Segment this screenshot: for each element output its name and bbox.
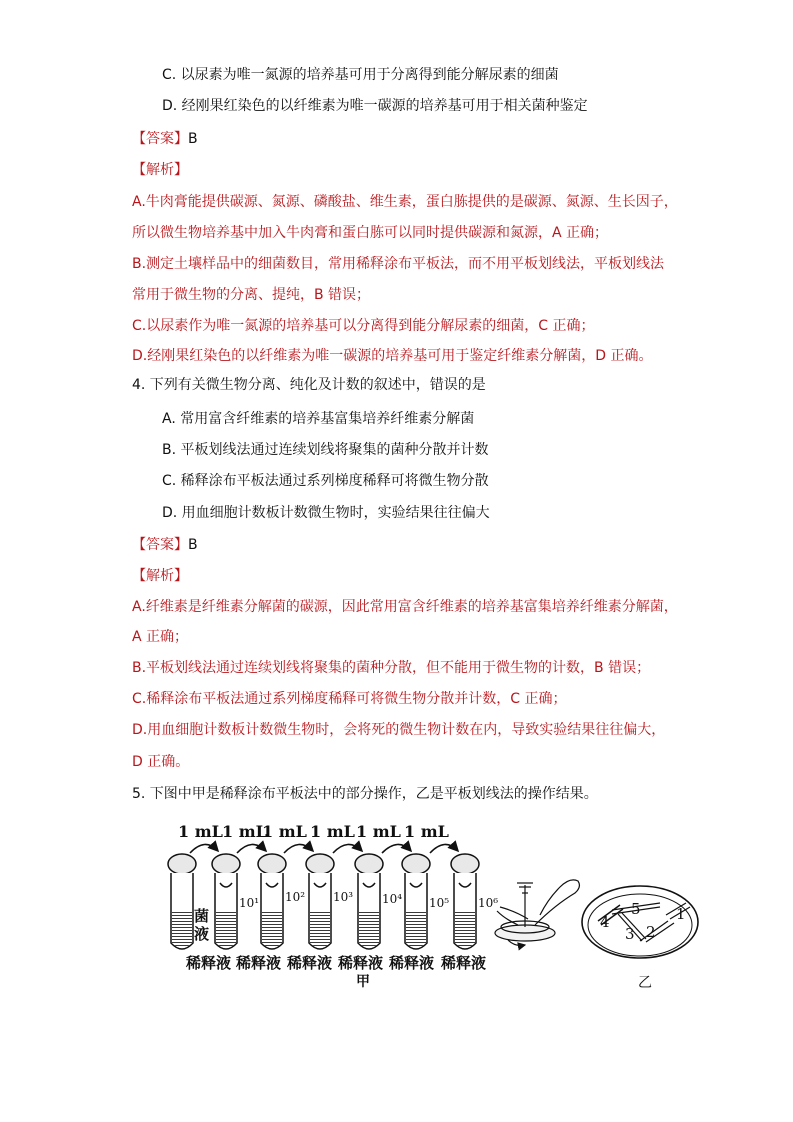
q4-option-c: C. 稀释涂布平板法通过系列梯度稀释可将微生物分散 [162, 473, 489, 489]
first-tube-label [194, 907, 209, 943]
streak-number: 5 [631, 900, 641, 918]
answer-value: B [188, 131, 198, 147]
streak-number: 4 [600, 913, 610, 931]
q4-analysis-label: 【解析】 [132, 568, 188, 584]
caption-jia: 甲 [356, 974, 370, 990]
bottom-label: 稀释液 [236, 954, 282, 972]
q4-stem: 4. 下列有关微生物分离、纯化及计数的叙述中，错误的是 [132, 377, 486, 393]
test-tube [451, 854, 479, 949]
q5-stem: 5. 下图中甲是稀释涂布平板法中的部分操作，乙是平板划线法的操作结果。 [132, 786, 598, 802]
streak-number: 1 [676, 905, 686, 923]
dilution-label: 10⁵ [429, 896, 450, 910]
q3-option-c: C. 以尿素为唯一氮源的培养基可用于分离得到能分解尿素的细菌 [162, 67, 559, 83]
first-tube-label-char: 菌 [194, 907, 210, 925]
q3-analysis-line: C.以尿素作为唯一氮源的培养基可以分离得到能分解尿素的细菌，C 正确； [132, 318, 595, 334]
test-tube [306, 854, 334, 949]
dilution-label: 10³ [333, 890, 354, 904]
q4-analysis-line: D.用血细胞计数板计数微生物时，会将死的微生物计数在内，导致实验结果往往偏大， [132, 722, 666, 738]
q3-analysis-line: D.经刚果红染色的以纤维素为唯一碳源的培养基可用于鉴定纤维素分解菌，D 正确。 [132, 348, 653, 364]
q4-option-d: D. 用血细胞计数板计数微生物时，实验结果往往偏大 [162, 505, 490, 521]
q4-analysis-line: C.稀释涂布平板法通过系列梯度稀释可将微生物分散并计数，C 正确； [132, 691, 567, 707]
q4-analysis-line: A.纤维素是纤维素分解菌的碳源，因此常用富含纤维素的培养基富集培养纤维素分解菌， [132, 599, 678, 615]
answer-label: 【答案】 [132, 131, 188, 147]
q3-analysis-line: B.测定土壤样品中的细菌数目，常用稀释涂布平板法，而不用平板划线法，平板划线法 [132, 256, 665, 272]
q4-option-a: A. 常用富含纤维素的培养基富集培养纤维素分解菌 [162, 411, 475, 427]
test-tube [258, 854, 286, 949]
q4-analysis-line: A 正确； [132, 629, 189, 645]
transfer-labels [178, 822, 449, 841]
transfer-label: 1 mL [222, 822, 267, 841]
q3-analysis-label: 【解析】 [132, 162, 188, 178]
dilution-label: 10¹ [239, 896, 260, 910]
transfer-label: 1 mL [356, 822, 401, 841]
test-tube [168, 854, 196, 949]
q4-option-b: B. 平板划线法通过连续划线将聚集的菌种分散并计数 [162, 442, 489, 458]
q3-analysis-line: A.牛肉膏能提供碳源、氮源、磷酸盐、维生素，蛋白胨提供的是碳源、氮源、生长因子， [132, 194, 678, 210]
test-tube [402, 854, 430, 949]
transfer-label: 1 mL [404, 822, 449, 841]
caption-yi: 乙 [638, 975, 652, 991]
answer-label: 【答案】 [132, 537, 188, 553]
dilution-figure [0, 815, 793, 995]
q3-answer [132, 129, 198, 149]
bottom-label: 稀释液 [287, 954, 333, 972]
q3-option-d: D. 经刚果红染色的以纤维素为唯一碳源的培养基可用于相关菌种鉴定 [162, 98, 588, 114]
transfer-arrows [190, 844, 458, 853]
transfer-label: 1 mL [178, 822, 223, 841]
q4-analysis-line: B.平板划线法通过连续划线将聚集的菌种分散，但不能用于微生物的计数，B 错误； [132, 660, 651, 676]
test-tube [212, 854, 240, 949]
q4-answer [132, 535, 198, 555]
dilution-label: 10² [285, 890, 306, 904]
bottom-label: 稀释液 [186, 954, 232, 972]
spreading-illustration [495, 880, 579, 946]
transfer-label: 1 mL [262, 822, 307, 841]
test-tube [355, 854, 383, 949]
first-tube-label-char: 液 [194, 925, 210, 943]
q3-analysis-line: 所以微生物培养基中加入牛肉膏和蛋白胨可以同时提供碳源和氮源，A 正确； [132, 225, 609, 241]
streak-number: 3 [625, 925, 635, 943]
bottom-label: 稀释液 [441, 954, 487, 972]
streak-number: 2 [646, 923, 656, 941]
q3-analysis-line: 常用于微生物的分离、提纯，B 错误； [132, 287, 371, 303]
answer-value: B [188, 537, 198, 553]
bottom-label: 稀释液 [338, 954, 384, 972]
dilution-label: 10⁴ [382, 892, 403, 906]
streak-numbers [600, 900, 686, 943]
q4-analysis-line: D 正确。 [132, 754, 190, 770]
transfer-label: 1 mL [310, 822, 355, 841]
bottom-labels [185, 954, 486, 972]
bottom-label: 稀释液 [389, 954, 435, 972]
dilution-label: 10⁶ [478, 896, 499, 910]
